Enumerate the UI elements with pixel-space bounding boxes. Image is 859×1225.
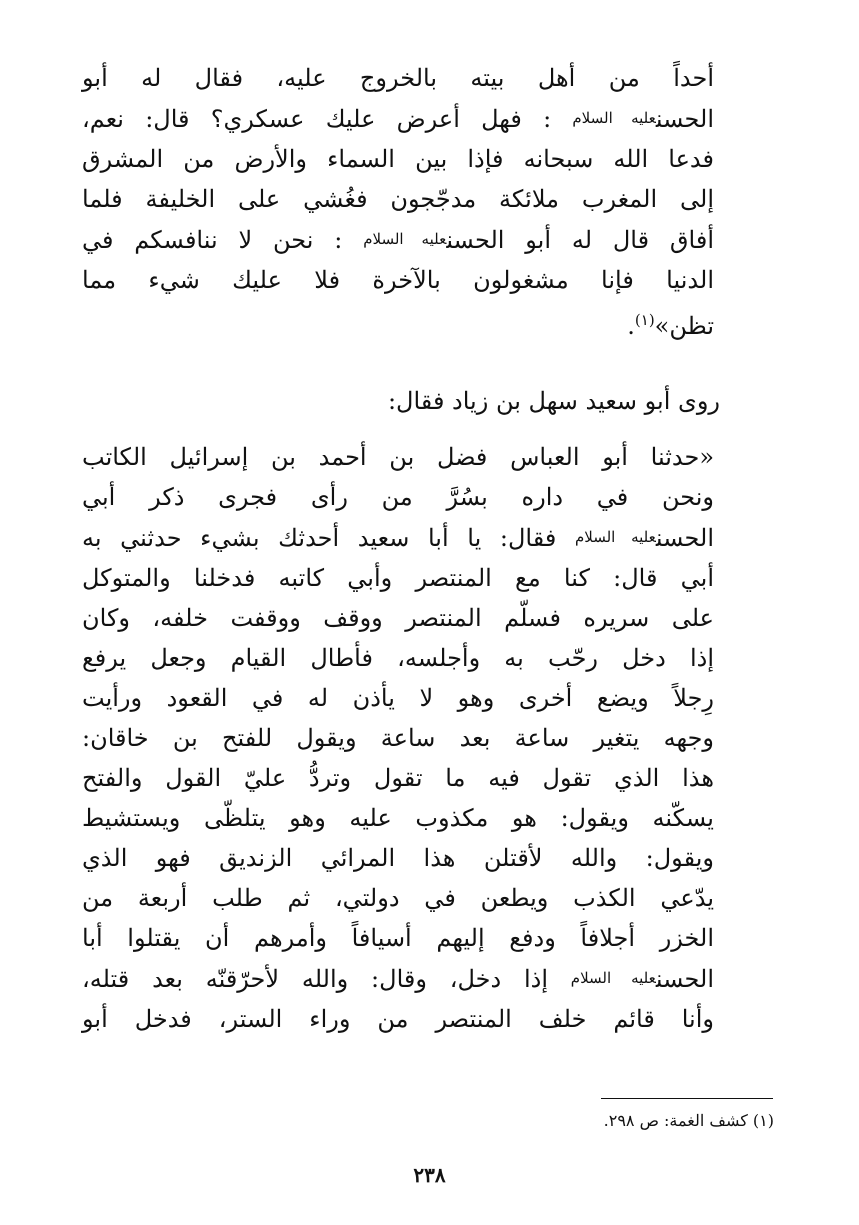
paragraph-3	[82, 437, 714, 1039]
text-segment: إذا دخل، وقال: والله لأحرّقنّه بعد قتله،	[82, 965, 548, 993]
text-line: إذا دخل رحّب به وأجلسه، فأطال القيام وجعل يرفع	[82, 644, 714, 672]
text-line: يدّعي الكذب ويطعن في دولتي، ثم طلب أربعة من	[82, 884, 714, 912]
paragraph-1	[82, 58, 714, 346]
text-line	[82, 517, 714, 558]
text-segment: الحسن	[655, 965, 714, 993]
text-segment: فهل أعرض عليك عسكري؟ قال: نعم،	[82, 105, 522, 133]
text-line: فدعا الله سبحانه فإذا بين السماء والأرض من المشرق	[82, 145, 714, 173]
text-line: الحسنعليه السلام : فهل أعرض عليك عسكري؟ قال: نعم،	[82, 105, 714, 133]
paragraph-2: روى أبو سعيد سهل بن زياد فقال:	[387, 387, 720, 415]
text-line: رِجلاً ويضع أخرى وهو لا يأذن له في القعود ورأيت	[82, 684, 714, 712]
text-line: أبي قال: كنا مع المنتصر وأبي كاتبه فدخلنا والمتوكل	[82, 564, 714, 592]
footnote-divider	[601, 1098, 773, 1099]
text-line: الدنيا فإنا مشغولون بالآخرة فلا عليك شيء مما	[82, 266, 714, 294]
text-line: على سريره فسلّم المنتصر ووقف ووقفت خلفه، وكان	[82, 604, 714, 632]
footnote: (١) كشف الغمة: ص ٢٩٨.	[603, 1111, 774, 1130]
text-line: ويقول: والله لأقتلن هذا المرائي الزنديق فهو الذي	[82, 844, 714, 872]
page-number: ٢٣٨	[413, 1163, 446, 1187]
text-line: أفاق قال له أبو الحسنعليه السلام : نحن لا ننافسكم في	[82, 226, 714, 254]
text-line: «حدثنا أبو العباس فضل بن أحمد بن إسرائيل الكاتب	[82, 443, 714, 471]
text-segment: نحن لا ننافسكم في	[82, 226, 314, 254]
text-line: تظن»$^{(١)}$.	[627, 311, 714, 340]
text-line: وأنا قائم خلف المنتصر من وراء الستر، فدخل أبو	[82, 1005, 714, 1033]
text-line: إلى المغرب ملائكة مدجّجون فغُشي على الخليفة فلما	[82, 185, 714, 213]
text-line: هذا الذي تقول فيه ما تقول وتردُّ عليّ القول والفتح	[82, 764, 714, 792]
text-segment: الحسن	[655, 105, 714, 133]
honorific-mark: عليه السلام	[574, 528, 656, 546]
text-segment: فقال: يا أبا سعيد أحدثك بشيء حدثني به	[82, 524, 557, 552]
text-line: ونحن في داره بسُرَّ من رأى فجرى ذكر أبي	[82, 483, 714, 511]
honorific-mark: عليه السلام	[572, 109, 656, 127]
honorific-mark: عليه السلام	[570, 969, 656, 987]
text-line	[82, 958, 714, 999]
text-line: الخزر أجلافاً ودفع إليهم أسيافاً وأمرهم أن يقتلوا أبا	[82, 924, 714, 952]
text-line: أحداً من أهل بيته بالخروج عليه، فقال له أبو	[82, 64, 714, 92]
text-segment: أفاق قال له أبو الحسن	[446, 226, 714, 254]
text-segment: الحسن	[655, 524, 714, 552]
text-line: يسكّنه ويقول: هو مكذوب عليه وهو يتلظّى ويستشيط	[82, 804, 714, 832]
footnote-reference[interactable]: (١)	[634, 311, 655, 329]
text-line: وجهه يتغير ساعة بعد ساعة ويقول للفتح بن خاقان:	[82, 724, 714, 752]
honorific-mark: عليه السلام	[363, 230, 447, 248]
text-segment: تظن»	[654, 312, 714, 340]
